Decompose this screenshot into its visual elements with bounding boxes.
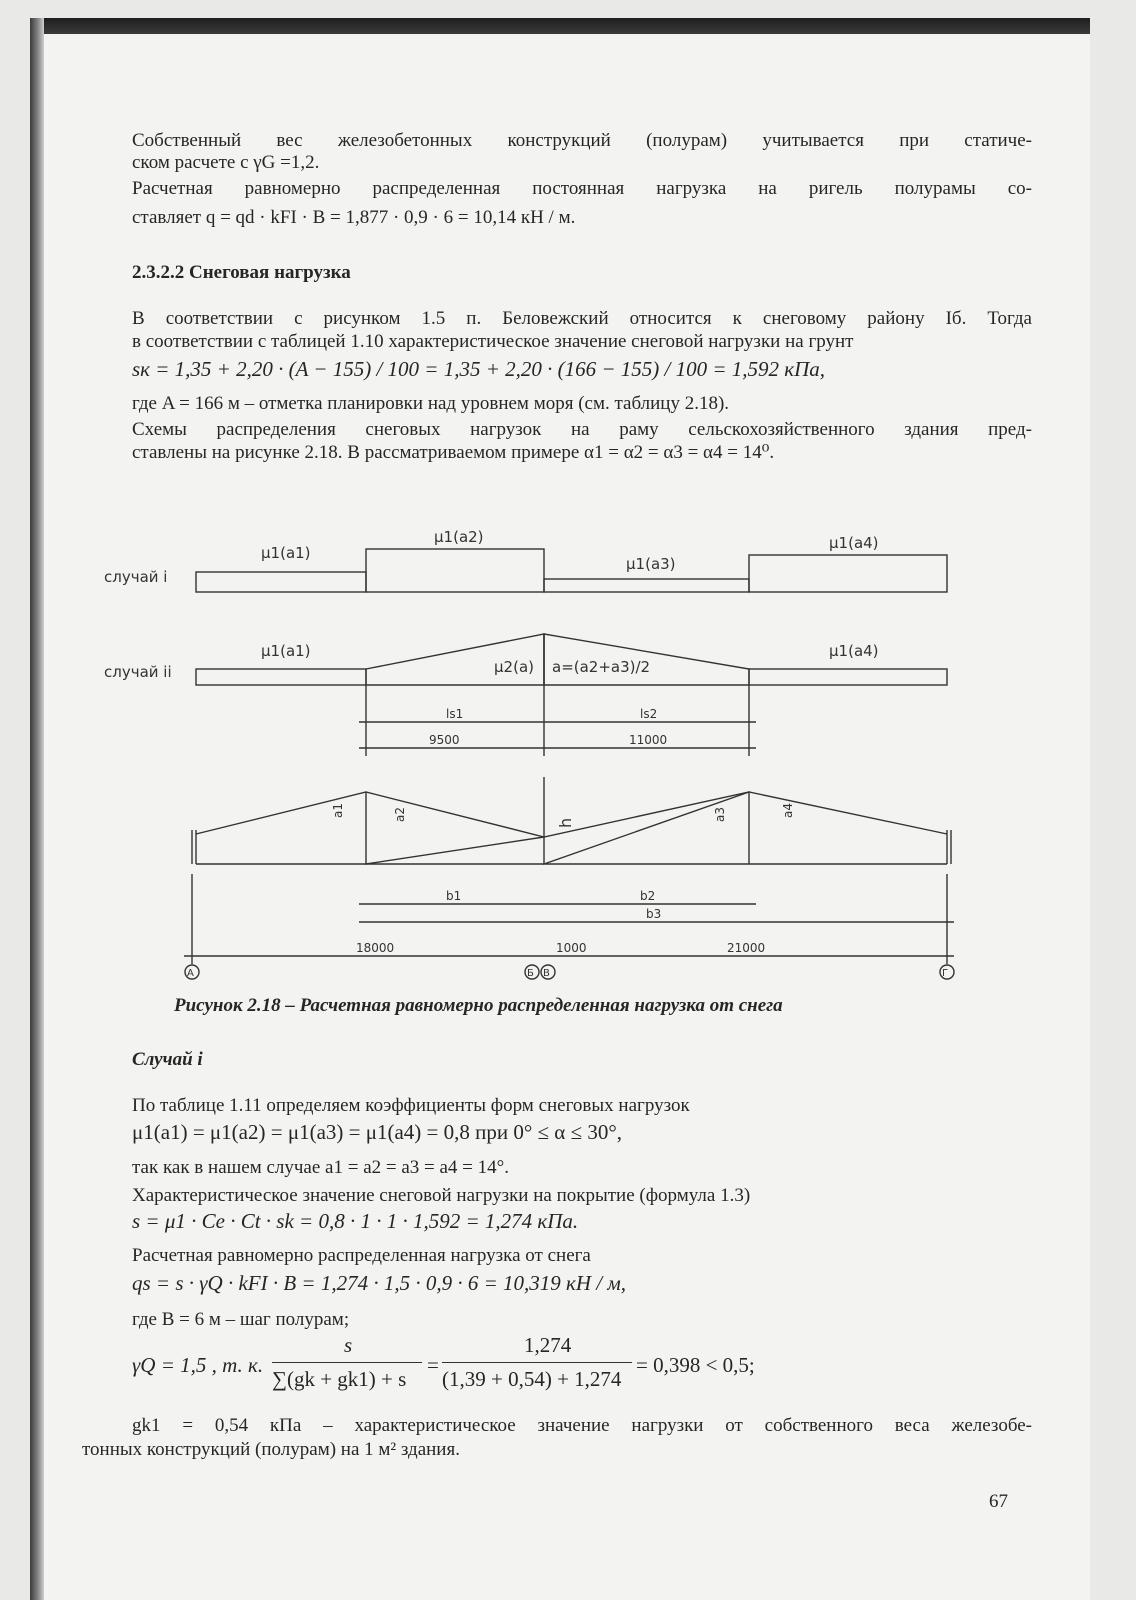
label-mu1-a2: μ1(a2) [434,528,484,546]
paragraph-line: в соответствии с таблицей 1.10 характеристическое значение снеговой нагрузки на грунт [132,331,854,352]
paragraph-line: В соответствии с рисунком 1.5 п. Беловежский относится к снеговому району Iб. Тогда [132,308,1032,329]
case-i-span4 [749,555,947,592]
axis-b-label: Б [527,968,534,979]
case-i-span3 [544,579,749,592]
label-mu1-a4: μ1(a4) [829,534,879,552]
dim-1000: 1000 [556,941,587,955]
paragraph-line: Расчетная равномерно распределенная постоянная нагрузка на ригель полурамы со- [132,178,1032,199]
label-ls1: ls1 [446,707,464,721]
formula-sk: sк = 1,35 + 2,20 · (A − 155) / 100 = 1,35 + 2,20 · (166 − 155) / 100 = 1,592 кПа, [132,357,826,381]
paragraph-line: gk1 = 0,54 кПа – характеристическое значение нагрузки от собственного веса железобе- [132,1415,1032,1436]
scan-top-edge [30,18,1090,34]
label-a3: a3 [713,807,727,822]
formula-gamma-den1: ∑(gk + gk1) + s [272,1367,407,1391]
scan-left-edge [30,18,44,1600]
dim-11000: 11000 [629,733,668,747]
document-page [44,34,1090,1600]
case-i-label: случай i [104,568,168,586]
formula-gamma-den2: (1,39 + 0,54) + 1,274 [442,1367,622,1391]
fraction-bar-1 [272,1362,422,1363]
axis-v-label: В [543,968,550,979]
label-a1: a1 [331,803,345,818]
dim-18000: 18000 [356,941,395,955]
paragraph-line: По таблице 1.11 определяем коэффициенты форм снеговых нагрузок [132,1095,690,1116]
snow-load-diagram [104,494,1064,994]
label-b2: b2 [640,889,656,903]
paragraph-line: Расчетная равномерно распределенная нагрузка от снега [132,1245,591,1266]
case-ii-label: случай ii [104,663,172,681]
label-h: h [556,817,575,828]
label-mu1-a3: μ1(a3) [626,555,676,573]
dim-9500: 9500 [429,733,460,747]
label-mu1-a1-case2: μ1(a1) [261,642,311,660]
label-b3: b3 [646,907,662,921]
paragraph-line: ставлены на рисунке 2.18. В рассматриваемом примере α1 = α2 = α3 = α4 = 14⁰. [132,442,775,463]
paragraph-line: ском расчете с γG =1,2. [132,152,320,173]
page-number: 67 [989,1491,1008,1512]
formula-qs: qs = s · γQ · kFI · B = 1,274 · 1,5 · 0,9 · 6 = 10,319 кН / м, [132,1271,626,1295]
formula-mu: μ1(a1) = μ1(a2) = μ1(a3) = μ1(a4) = 0,8 при 0° ≤ α ≤ 30°, [132,1120,622,1144]
label-ls2: ls2 [640,707,658,721]
section-heading: 2.3.2.2 Снеговая нагрузка [132,262,351,283]
formula-gamma-num1: s [344,1333,353,1357]
paragraph-line: тонных конструкций (полурам) на 1 м² здания. [82,1439,460,1460]
paragraph-line: Схемы распределения снеговых нагрузок на раму сельскохозяйственного здания пред- [132,419,1032,440]
paragraph-line: где B = 6 м – шаг полурам; [132,1309,350,1330]
formula-gamma-left: γQ = 1,5 , т. к. [132,1353,264,1377]
paragraph-line: ставляет q = qd · kFI · B = 1,877 · 0,9 · 6 = 10,14 кН / м. [132,207,576,228]
roof-outline [196,792,947,837]
paragraph-line: Характеристическое значение снеговой нагрузки на покрытие (формула 1.3) [132,1185,751,1206]
formula-s: s = μ1 · Ce · Ct · sk = 0,8 · 1 · 1 · 1,592 = 1,274 кПа. [132,1209,579,1233]
formula-gamma-right: = 0,398 < 0,5; [636,1353,755,1377]
label-b1: b1 [446,889,462,903]
label-mu1-a1: μ1(a1) [261,544,311,562]
dim-21000: 21000 [727,941,766,955]
case-ii-span4 [749,669,947,685]
paragraph-line: где A = 166 м – отметка планировки над уровнем моря (см. таблицу 2.18). [132,393,730,414]
formula-gamma-num2: 1,274 [524,1333,572,1357]
case-heading: Случай i [132,1049,203,1070]
case-ii-span1 [196,669,366,685]
formula-gamma-eq: = [427,1353,439,1377]
label-a4: a4 [781,803,795,818]
fraction-bar-2 [442,1362,632,1363]
figure-caption: Рисунок 2.18 – Расчетная равномерно распределенная нагрузка от снега [174,995,783,1016]
label-mu2-a: μ2(a) [494,658,534,676]
paragraph-line: Собственный вес железобетонных конструкций (полурам) учитывается при статиче- [132,130,1032,151]
label-mu1-a4-case2: μ1(a4) [829,642,879,660]
label-a-formula: a=(a2+a3)/2 [552,658,651,676]
axis-a-label: А [187,968,194,979]
axis-g-label: Г [942,968,949,979]
label-a2: a2 [393,807,407,822]
case-i-span2 [366,549,544,592]
paragraph-line: так как в нашем случае a1 = a2 = a3 = a4 = 14°. [132,1157,509,1178]
case-i-span1 [196,572,366,592]
